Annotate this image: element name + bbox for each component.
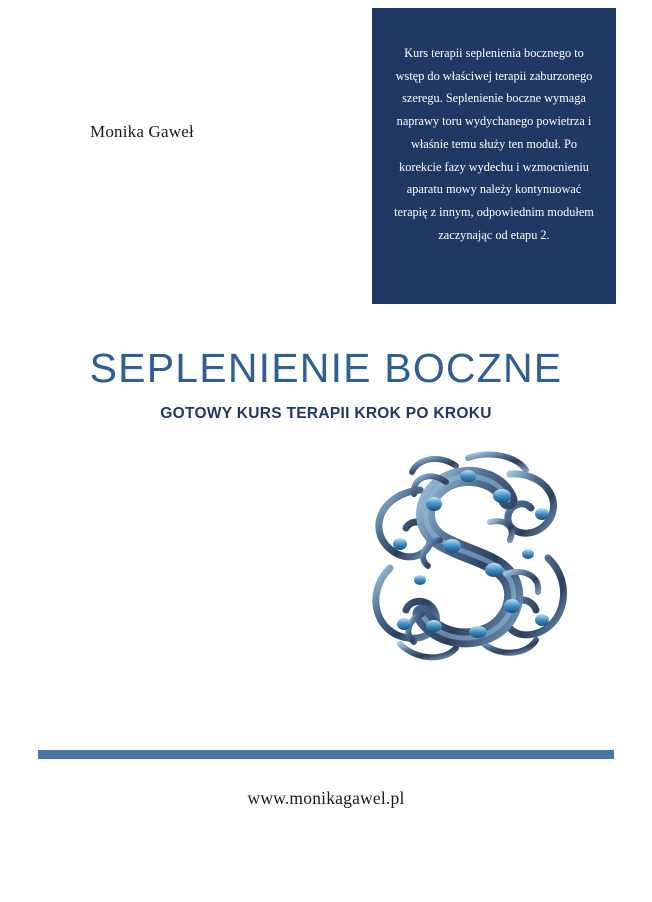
divider-rule (38, 750, 614, 759)
ornamental-letter-s-icon (360, 448, 580, 673)
page-subtitle: GOTOWY KURS TERAPII KROK PO KROKU (160, 405, 492, 422)
page-title: SEPLENIENIE BOCZNE (89, 345, 563, 391)
author-name: Monika Gaweł (90, 122, 194, 141)
description-box (372, 8, 616, 304)
description-text: Kurs terapii seplenienia bocznego to wstęp do właściwej terapii zaburzonego szeregu. Seplenienie boczne wymaga naprawy toru wydychanego powietrza i właśnie temu służy ten moduł. Po korekcie fazy wydechu i wzmocnieniu aparatu mowy należy kontynuować terapię z innym, odpowiednim modułem zaczynając od etapu 2. (394, 46, 594, 242)
website-url: www.monikagawel.pl (247, 788, 405, 808)
